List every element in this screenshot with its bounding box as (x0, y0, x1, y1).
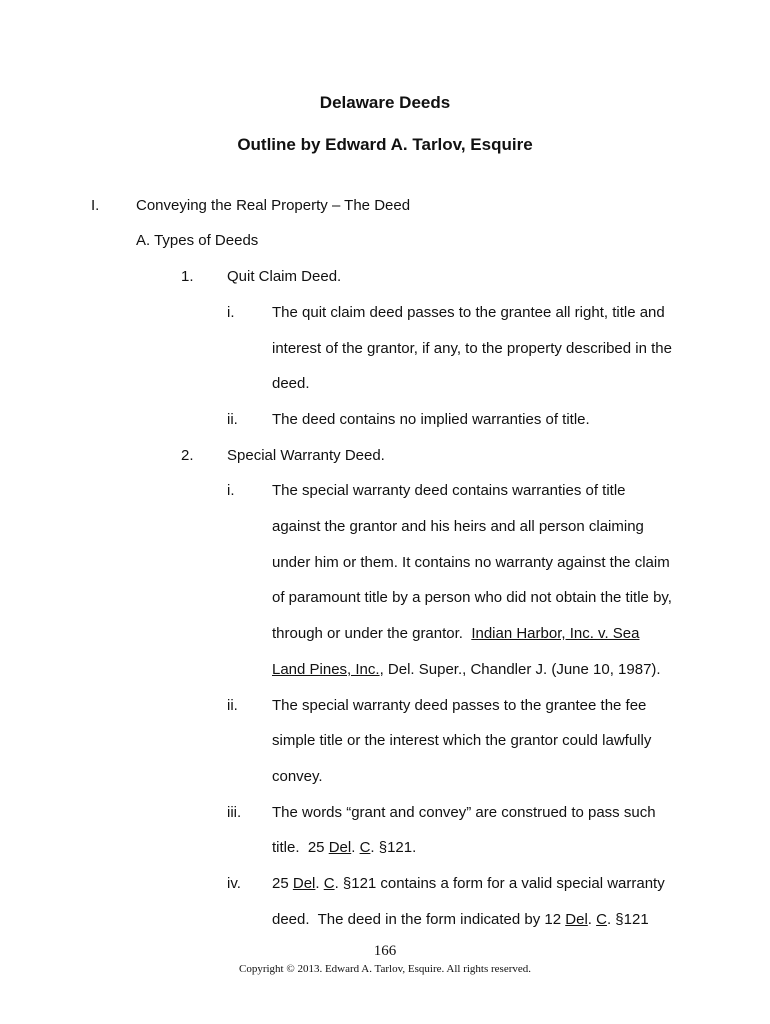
case-citation: Land Pines, Inc. (272, 661, 380, 678)
document-subtitle: Outline by Edward A. Tarlov, Esquire (237, 135, 533, 154)
subitem-number: ii. (227, 411, 238, 428)
paragraph-line (272, 874, 665, 894)
statute-abbrev: C (323, 875, 335, 892)
line-text: . §121 contains a form for a valid special warranty (334, 875, 665, 892)
section-number: I. (91, 197, 100, 214)
statute-abbrev: C (359, 839, 371, 856)
statute-abbrev: C (596, 911, 607, 928)
line-text: deed. The deed in the form indicated by 12 (272, 911, 566, 928)
line-text: . §121. (370, 839, 417, 856)
copyright-notice: Copyright © 2013. Edward A. Tarlov, Esquire. All rights reserved. (238, 963, 531, 975)
paragraph-line (272, 838, 416, 858)
paragraph-line (272, 660, 661, 680)
subsection-title: A. Types of Deeds (136, 232, 259, 249)
paragraph-line (272, 910, 649, 930)
line-text: . (351, 839, 360, 856)
line-text: 25 (272, 875, 293, 892)
line-text: through or under the grantor. (272, 625, 472, 642)
item-number: 2. (181, 447, 194, 464)
paragraph-line: The words “grant and convey” are construed to pass such (272, 804, 656, 821)
section-title: Conveying the Real Property – The Deed (136, 197, 411, 214)
statute-abbrev: Del (292, 875, 316, 892)
document-title: Delaware Deeds (319, 93, 451, 112)
case-citation: Indian Harbor, Inc. v. Sea (471, 625, 640, 642)
item-title: Special Warranty Deed. (227, 447, 385, 464)
line-text: . (315, 875, 324, 892)
statute-abbrev: Del (565, 911, 588, 928)
line-text: . §121 (606, 911, 649, 928)
subitem-number: iii. (227, 804, 242, 821)
subitem-number: i. (227, 482, 235, 499)
paragraph-line: interest of the grantor, if any, to the property described in the (272, 340, 672, 357)
statute-abbrev: Del (328, 839, 352, 856)
paragraph-line: simple title or the interest which the grantor could lawfully (272, 732, 652, 749)
paragraph-line: The deed contains no implied warranties of title. (272, 411, 590, 428)
paragraph-line: of paramount title by a person who did not obtain the title by, (272, 589, 672, 606)
paragraph-line: The special warranty deed contains warranties of title (272, 482, 626, 499)
subitem-number: iv. (227, 875, 241, 892)
subitem-number: ii. (227, 697, 238, 714)
subitem-number: i. (227, 304, 235, 321)
paragraph-line (272, 624, 639, 644)
paragraph-line: The quit claim deed passes to the grantee all right, title and (272, 304, 665, 321)
paragraph-line: The special warranty deed passes to the grantee the fee (272, 697, 647, 714)
paragraph-line: convey. (272, 768, 323, 785)
item-number: 1. (181, 268, 194, 285)
line-text: . (587, 911, 597, 928)
page-number: 166 (373, 943, 397, 959)
item-title: Quit Claim Deed. (227, 268, 342, 285)
line-text: title. 25 (272, 839, 329, 856)
line-text: , Del. Super., Chandler J. (June 10, 1987). (379, 661, 661, 678)
paragraph-line: under him or them. It contains no warranty against the claim (272, 554, 670, 571)
paragraph-line: deed. (272, 375, 310, 392)
paragraph-line: against the grantor and his heirs and all person claiming (272, 518, 644, 535)
